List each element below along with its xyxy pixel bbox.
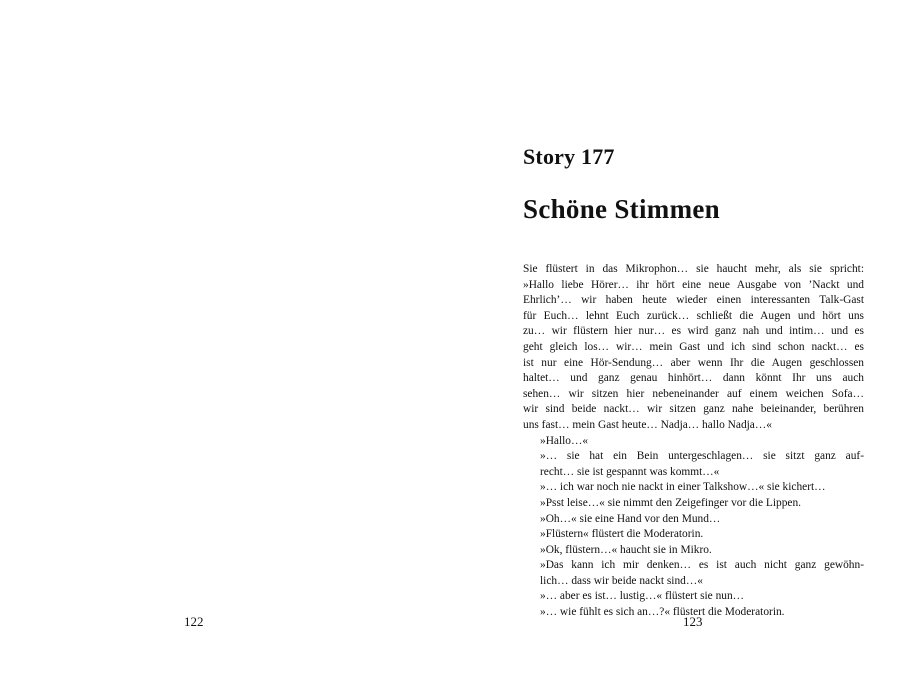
text-line: uns fast… mein Gast heute… Nadja… hallo Nadja…« — [523, 418, 772, 431]
paragraph — [523, 512, 864, 528]
page-number-left: 122 — [184, 614, 204, 629]
text-line: »Psst leise…« sie nimmt den Zeigefinger vor die Lippen. — [540, 496, 801, 509]
text-line: »… sie hat ein Bein untergeschlagen… sie sitzt ganz auf- — [540, 450, 864, 463]
paragraph — [523, 558, 864, 589]
paragraph — [523, 449, 864, 480]
paragraph — [523, 480, 864, 496]
text-line: »… aber es ist… lustig…« flüstert sie nun… — [540, 590, 745, 603]
text-line: »Oh…« sie eine Hand vor den Mund… — [540, 512, 721, 525]
text-line: für Euch… lehnt Euch zurück… schließt die Augen und hört uns — [523, 309, 864, 322]
story-title: Schöne Stimmen — [523, 194, 720, 224]
text-line: »Flüstern« flüstert die Moderatorin. — [540, 528, 704, 541]
text-line: recht… sie ist gespannt was kommt…« — [540, 465, 720, 478]
page-number-right: 123 — [683, 614, 703, 629]
text-line: zu… wir flüstern hier nur… es wird ganz nah und intim… und es — [523, 325, 864, 338]
paragraph — [523, 543, 864, 559]
text-line: »Das kann ich mir denken… es ist auch nicht ganz gewöhn- — [540, 559, 864, 572]
text-line: »… ich war noch nie nackt in einer Talkshow…« sie kichert… — [540, 481, 826, 494]
story-text — [523, 262, 864, 621]
paragraph — [523, 262, 864, 434]
text-line: »Hallo liebe Hörer… ihr hört eine neue Ausgabe von ’Nackt und — [523, 278, 864, 291]
text-line: wir sind beide nackt… wir sitzen ganz nahe beieinander, berühren — [523, 403, 864, 416]
paragraph — [523, 496, 864, 512]
text-line: geht gleich los… wir… mein Gast und ich sind schon nackt… es — [523, 340, 864, 353]
text-line: »Ok, flüstern…« haucht sie in Mikro. — [540, 543, 712, 556]
paragraph — [523, 434, 864, 450]
text-line: sehen… wir sitzen hier nebeneinander auf einem weichen Sofa… — [523, 387, 864, 400]
paragraph — [523, 589, 864, 605]
text-line: Ehrlich’… wir haben heute wieder einen interessanten Talk-Gast — [523, 294, 864, 307]
paragraph — [523, 527, 864, 543]
text-line: »Hallo…« — [540, 434, 589, 447]
text-line: Sie flüstert in das Mikrophon… sie haucht mehr, als sie spricht: — [523, 263, 864, 275]
text-line: lich… dass wir beide nackt sind…« — [540, 574, 703, 587]
text-line: ist nur eine Hör-Sendung… aber wenn Ihr die Augen geschlossen — [523, 356, 864, 369]
text-line: »… wie fühlt es sich an…?« flüstert die Moderatorin. — [540, 606, 785, 619]
story-label: Story 177 — [523, 144, 615, 169]
text-line: haltet… und ganz genau hinhört… dann könnt Ihr uns auch — [523, 372, 864, 385]
